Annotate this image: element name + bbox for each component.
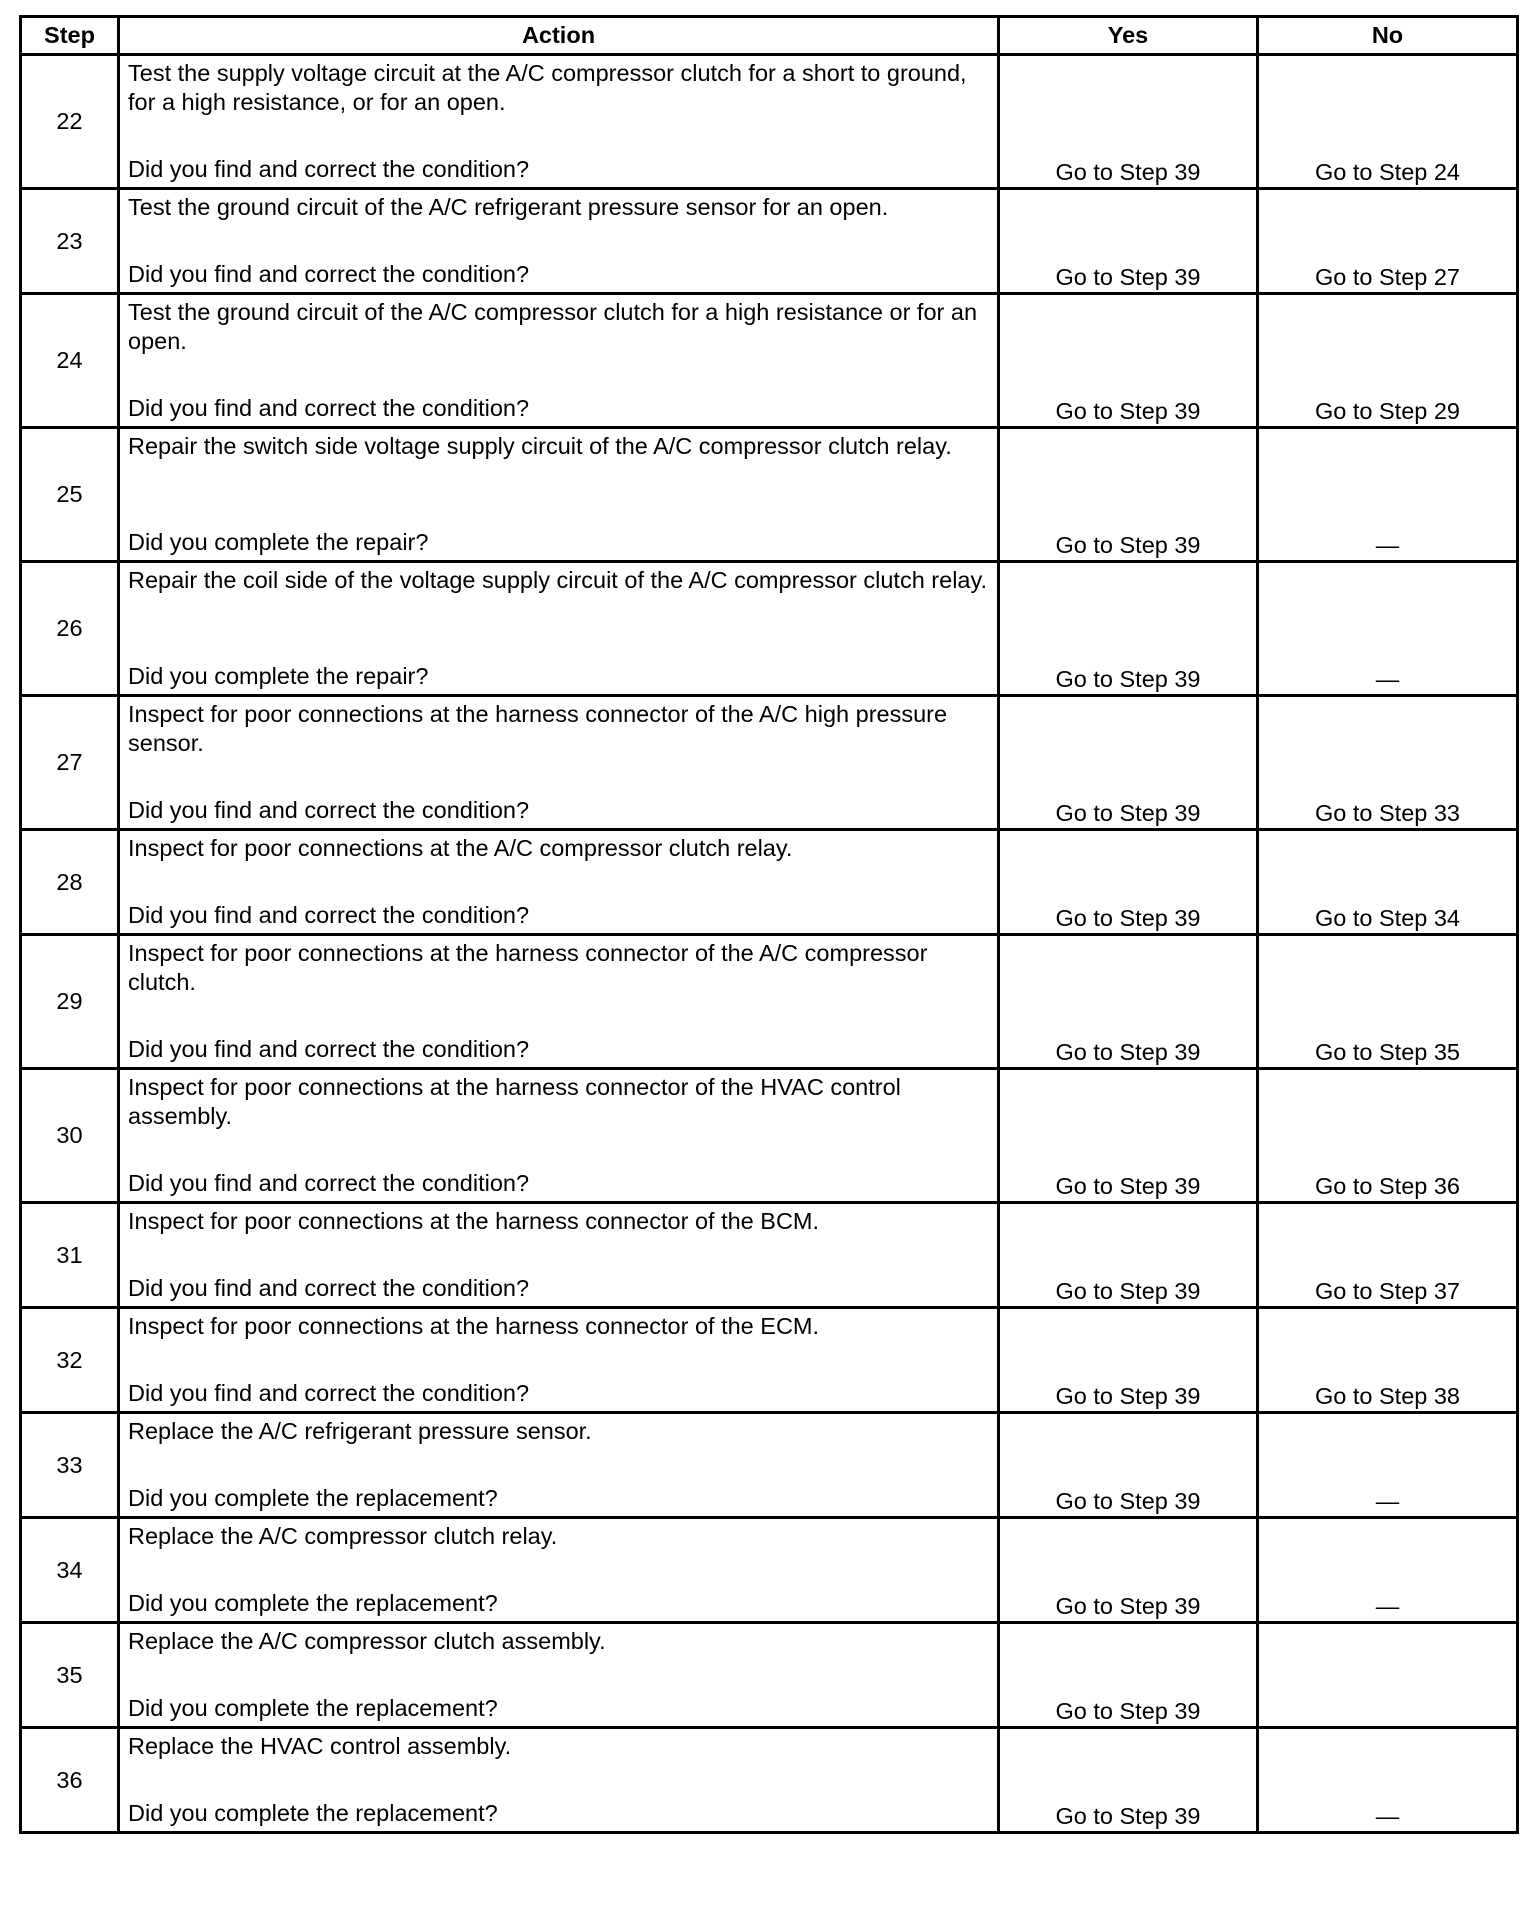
yes-result: Go to Step 39 xyxy=(999,1623,1258,1728)
action-instruction: Replace the A/C compressor clutch relay. xyxy=(128,1523,558,1549)
action-question: Did you complete the replacement? xyxy=(128,1800,498,1826)
yes-result: Go to Step 39 xyxy=(999,1518,1258,1623)
yes-result: Go to Step 39 xyxy=(999,830,1258,935)
table-row xyxy=(21,1308,1518,1413)
action-instruction: Repair the switch side voltage supply circuit of the A/C compressor clutch relay. xyxy=(128,433,952,459)
action-cell xyxy=(119,696,999,830)
no-result: Go to Step 33 xyxy=(1258,696,1518,830)
action-question: Did you find and correct the condition? xyxy=(128,1380,530,1406)
action-instruction: Inspect for poor connections at the A/C compressor clutch relay. xyxy=(128,835,793,861)
action-instruction: Inspect for poor connections at the harness connector of the A/C compressor clutch. xyxy=(128,940,928,995)
no-result: Go to Step 38 xyxy=(1258,1308,1518,1413)
action-cell xyxy=(119,189,999,294)
action-instruction: Inspect for poor connections at the harness connector of the HVAC control assembly. xyxy=(128,1074,901,1129)
diagnostic-steps-table xyxy=(19,15,1519,1834)
action-question: Did you find and correct the condition? xyxy=(128,902,530,928)
table-row xyxy=(21,55,1518,189)
step-number: 34 xyxy=(21,1518,119,1623)
yes-result: Go to Step 39 xyxy=(999,1069,1258,1203)
no-result: Go to Step 37 xyxy=(1258,1203,1518,1308)
action-question: Did you find and correct the condition? xyxy=(128,261,530,287)
action-cell xyxy=(119,1308,999,1413)
action-cell xyxy=(119,55,999,189)
action-cell xyxy=(119,935,999,1069)
action-question: Did you find and correct the condition? xyxy=(128,395,530,421)
header-action: Action xyxy=(119,17,999,55)
step-number: 32 xyxy=(21,1308,119,1413)
action-instruction: Replace the HVAC control assembly. xyxy=(128,1733,512,1759)
step-number: 24 xyxy=(21,294,119,428)
action-instruction: Test the ground circuit of the A/C refrigerant pressure sensor for an open. xyxy=(128,194,889,220)
table-row xyxy=(21,562,1518,696)
action-instruction: Test the ground circuit of the A/C compressor clutch for a high resistance or for an open. xyxy=(128,299,978,354)
action-question: Did you find and correct the condition? xyxy=(128,1275,530,1301)
yes-result: Go to Step 39 xyxy=(999,189,1258,294)
step-number: 25 xyxy=(21,428,119,562)
no-result: — xyxy=(1258,1728,1518,1833)
yes-result: Go to Step 39 xyxy=(999,696,1258,830)
yes-result: Go to Step 39 xyxy=(999,1203,1258,1308)
step-number: 36 xyxy=(21,1728,119,1833)
yes-result: Go to Step 39 xyxy=(999,1308,1258,1413)
table-row xyxy=(21,696,1518,830)
table-row xyxy=(21,189,1518,294)
table-header-row xyxy=(21,17,1518,55)
step-number: 30 xyxy=(21,1069,119,1203)
step-number: 35 xyxy=(21,1623,119,1728)
action-cell xyxy=(119,1069,999,1203)
no-result: — xyxy=(1258,428,1518,562)
no-result: Go to Step 24 xyxy=(1258,55,1518,189)
no-result: Go to Step 27 xyxy=(1258,189,1518,294)
action-question: Did you find and correct the condition? xyxy=(128,1036,530,1062)
step-number: 31 xyxy=(21,1203,119,1308)
header-yes: Yes xyxy=(999,17,1258,55)
table-row xyxy=(21,294,1518,428)
no-result: Go to Step 36 xyxy=(1258,1069,1518,1203)
no-result: Go to Step 29 xyxy=(1258,294,1518,428)
action-cell xyxy=(119,294,999,428)
action-cell xyxy=(119,562,999,696)
table-row xyxy=(21,1728,1518,1833)
action-instruction: Replace the A/C compressor clutch assembly. xyxy=(128,1628,606,1654)
header-no: No xyxy=(1258,17,1518,55)
action-cell xyxy=(119,1413,999,1518)
table-row xyxy=(21,1623,1518,1728)
action-question: Did you find and correct the condition? xyxy=(128,797,530,823)
action-cell xyxy=(119,1203,999,1308)
no-result: Go to Step 35 xyxy=(1258,935,1518,1069)
step-number: 26 xyxy=(21,562,119,696)
yes-result: Go to Step 39 xyxy=(999,562,1258,696)
action-instruction: Repair the coil side of the voltage supply circuit of the A/C compressor clutch relay. xyxy=(128,567,988,593)
no-result: Go to Step 34 xyxy=(1258,830,1518,935)
header-step: Step xyxy=(21,17,119,55)
action-cell xyxy=(119,830,999,935)
action-question: Did you complete the repair? xyxy=(128,663,429,689)
no-result: — xyxy=(1258,1413,1518,1518)
action-instruction: Test the supply voltage circuit at the A/C compressor clutch for a short to ground, for a high resistance, or for an open. xyxy=(128,60,967,115)
action-instruction: Inspect for poor connections at the harness connector of the ECM. xyxy=(128,1313,820,1339)
yes-result: Go to Step 39 xyxy=(999,428,1258,562)
table-row xyxy=(21,830,1518,935)
action-cell xyxy=(119,1623,999,1728)
action-question: Did you complete the replacement? xyxy=(128,1485,498,1511)
action-question: Did you find and correct the condition? xyxy=(128,1170,530,1196)
yes-result: Go to Step 39 xyxy=(999,1413,1258,1518)
yes-result: Go to Step 39 xyxy=(999,55,1258,189)
action-cell xyxy=(119,1518,999,1623)
table-row xyxy=(21,1069,1518,1203)
action-instruction: Inspect for poor connections at the harness connector of the BCM. xyxy=(128,1208,820,1234)
yes-result: Go to Step 39 xyxy=(999,1728,1258,1833)
action-instruction: Inspect for poor connections at the harness connector of the A/C high pressure sensor. xyxy=(128,701,948,756)
no-result xyxy=(1258,1623,1518,1728)
step-number: 29 xyxy=(21,935,119,1069)
table-row xyxy=(21,428,1518,562)
yes-result: Go to Step 39 xyxy=(999,935,1258,1069)
no-result: — xyxy=(1258,1518,1518,1623)
step-number: 27 xyxy=(21,696,119,830)
no-result: — xyxy=(1258,562,1518,696)
action-question: Did you complete the replacement? xyxy=(128,1590,498,1616)
table-row xyxy=(21,1413,1518,1518)
step-number: 23 xyxy=(21,189,119,294)
step-number: 28 xyxy=(21,830,119,935)
action-cell xyxy=(119,1728,999,1833)
step-number: 33 xyxy=(21,1413,119,1518)
action-cell xyxy=(119,428,999,562)
action-question: Did you find and correct the condition? xyxy=(128,156,530,182)
action-question: Did you complete the repair? xyxy=(128,529,429,555)
table-row xyxy=(21,1203,1518,1308)
table-row xyxy=(21,935,1518,1069)
step-number: 22 xyxy=(21,55,119,189)
table-row xyxy=(21,1518,1518,1623)
action-instruction: Replace the A/C refrigerant pressure sensor. xyxy=(128,1418,592,1444)
action-question: Did you complete the replacement? xyxy=(128,1695,498,1721)
yes-result: Go to Step 39 xyxy=(999,294,1258,428)
